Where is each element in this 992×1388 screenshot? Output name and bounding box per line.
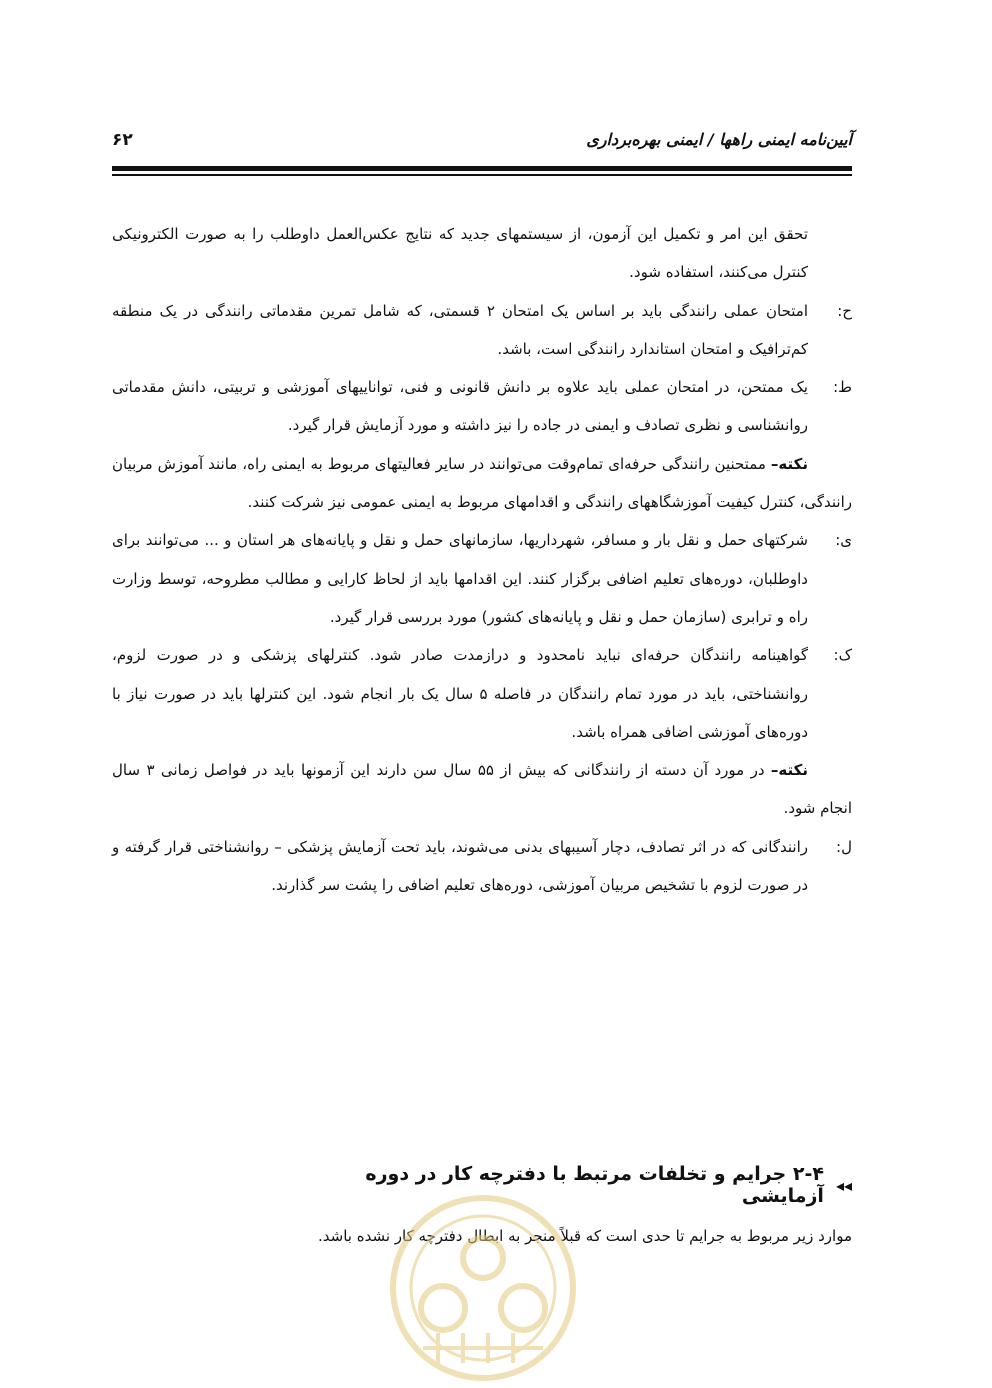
header-rule-thick xyxy=(112,166,852,171)
list-item-text: یک ممتحن، در امتحان عملی باید علاوه بر دانش قانونی و فنی، تواناییهای آموزشی و تربیتی، دانش مقدماتی روانشناسی و نظری تصادف و ایمنی در جاده را نیز داشته و مورد آزمایش قرار گیرد. xyxy=(112,378,808,435)
list-item xyxy=(112,368,852,445)
page-number: ۶۲ xyxy=(112,130,133,150)
page-header xyxy=(112,130,852,150)
note-paragraph xyxy=(112,751,852,828)
double-chevron-icon: ◂◂ xyxy=(835,1175,852,1195)
note-label: نکته– xyxy=(770,761,808,780)
note-paragraph xyxy=(112,445,852,522)
list-marker: ک: xyxy=(833,646,852,665)
list-item xyxy=(112,292,852,369)
publisher-logo-watermark-icon xyxy=(383,1188,583,1388)
intro-text: تحقق این امر و تکمیل این آزمون، از سیستمهای جدید که نتایج عکس‌العمل داوطلب را به صورت الکترونیکی کنترل می‌کنند، استفاده شود. xyxy=(112,225,808,282)
body-text xyxy=(112,215,852,904)
intro-paragraph xyxy=(112,215,852,292)
list-marker: ی: xyxy=(835,531,852,550)
section-text: موارد زیر مربوط به جرایم تا حدی است که قبلاً منجر به ابطال دفترچه کار نشده باشد. xyxy=(317,1227,852,1245)
header-rule-thin xyxy=(112,174,852,176)
list-item xyxy=(112,828,852,905)
list-item xyxy=(112,636,852,751)
note-text: در مورد آن دسته از رانندگانی که بیش از ۵۵ سال سن دارند این آزمونها باید در فواصل زمانی ۳ سال انجام شود. xyxy=(112,761,852,818)
list-marker: ط: xyxy=(833,378,852,397)
list-item-text: گواهینامه رانندگان حرفه‌ای نباید نامحدود و درازمدت صادر شود. کنترلهای پزشکی و در صورت لزوم، روانشناختی، باید در مورد تمام رانندگان در فاصله ۵ سال یک بار انجام شود. این کنترلها باید در صورت نیاز با دوره‌های آموزشی اضافی همراه باشد. xyxy=(112,646,808,741)
note-text: ممتحنین رانندگی حرفه‌ای تمام‌وقت می‌توانند در سایر فعالیتهای مربوط به ایمنی راه، مانند آموزش مربیان رانندگی، کنترل کیفیت آموزشگاههای رانندگی و اقدامهای مربوط به ایمنی عمومی نیز شرکت کنند. xyxy=(112,454,852,512)
section-heading-text: ۲-۴ جرایم و تخلفات مرتبط با دفترچه کار در دوره آزمایشی xyxy=(365,1163,824,1207)
list-item xyxy=(112,521,852,636)
running-title: آیین‌نامه ایمنی راهها / ایمنی بهره‌برداری xyxy=(586,130,852,149)
list-marker: ل: xyxy=(836,837,852,856)
list-item-text: شرکتهای حمل و نقل بار و مسافر، شهرداریها، سازمانهای حمل و نقل و پایانه‌های هر استان و ... می‌توانند برای داوطلبان، دوره‌های تعلیم اضافی برگزار کنند. این اقدامها باید از لحاظ کارایی و مطالب مطروحه، توسط وزارت راه و ترابری (سازمان حمل و نقل و پایانه‌های کشور) مورد بررسی قرار گیرد. xyxy=(112,531,808,626)
list-item-text: رانندگانی که در اثر تصادف، دچار آسیبهای بدنی می‌شوند، باید تحت آزمایش پزشکی – روانشناختی قرار گرفته و در صورت لزوم با تشخیص مربیان آموزشی، دوره‌های تعلیم اضافی را پشت سر گذارند. xyxy=(112,837,808,895)
list-marker: ح: xyxy=(837,301,852,320)
note-label: نکته– xyxy=(770,454,808,473)
list-item-text: امتحان عملی رانندگی باید بر اساس یک امتحان ۲ قسمتی، که شامل تمرین مقدماتی رانندگی در یک منطقه کم‌ترافیک و امتحان استاندارد رانندگی است، باشد. xyxy=(112,301,808,358)
